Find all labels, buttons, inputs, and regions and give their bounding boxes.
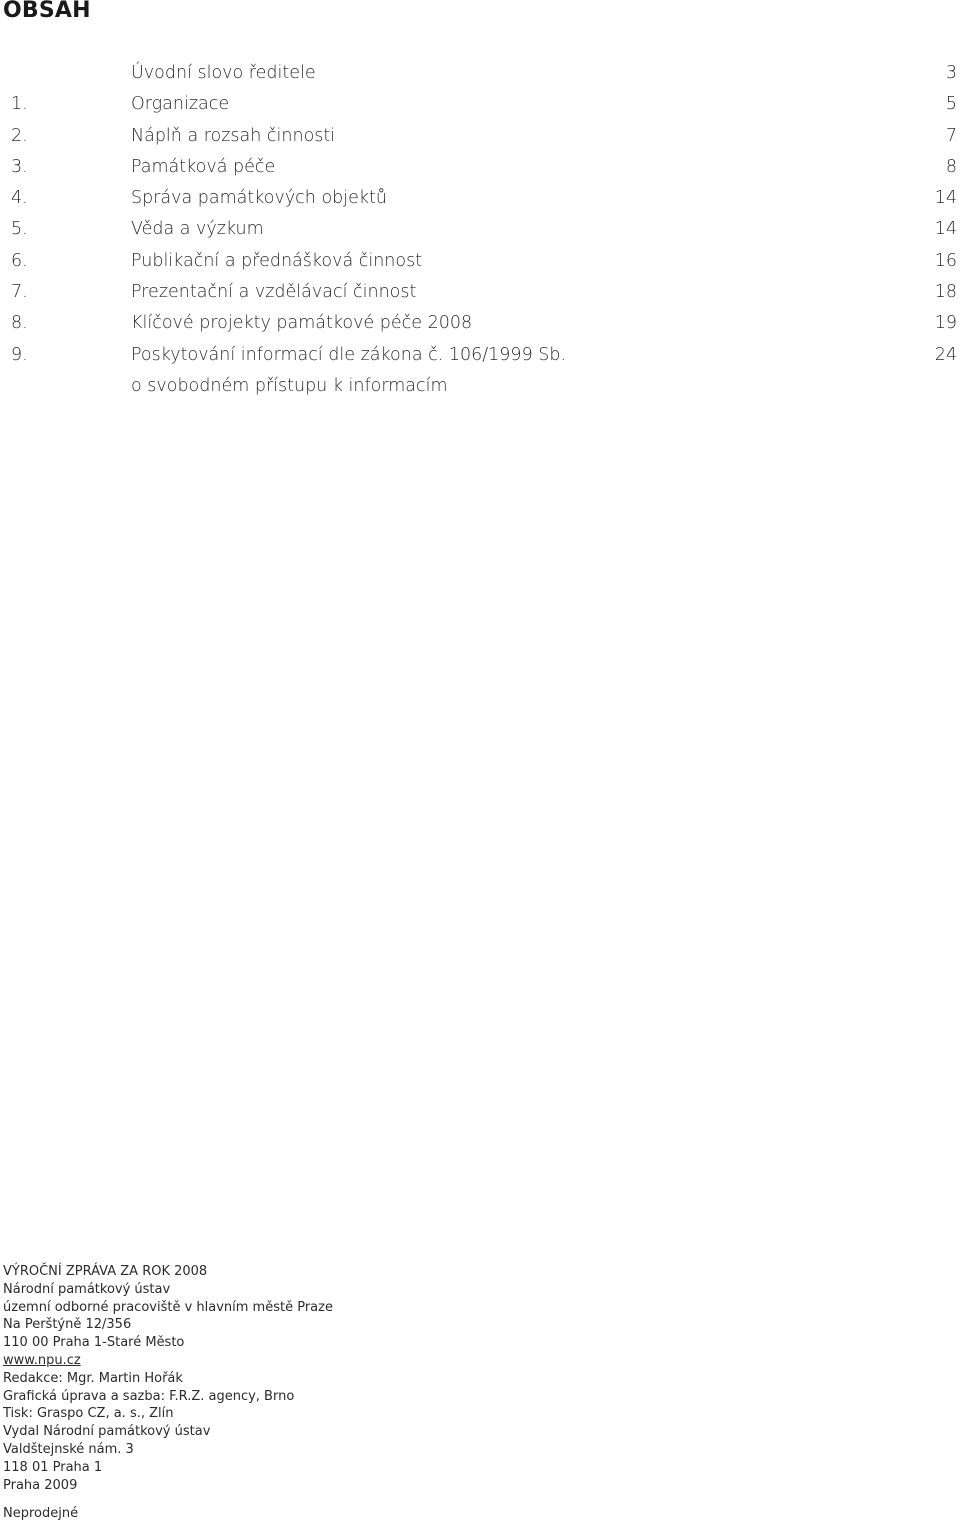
address-street: Na Perštýně 12/356 [3, 1317, 132, 1333]
place-and-year: Praha 2009 [3, 1477, 78, 1493]
toc-number: 1. [11, 94, 28, 115]
toc-page-number: 14 [934, 219, 957, 240]
address-city: 110 00 Praha 1-Staré Město [3, 1335, 185, 1351]
toc-title: Publikační a přednášková činnost [131, 250, 423, 271]
toc-entry-1[interactable] [0, 89, 960, 120]
design-credit: Grafická úprava a sazba: F.R.Z. agency, Brno [3, 1388, 295, 1404]
page-title: OBSAH [3, 0, 91, 23]
toc-number: 5. [11, 219, 28, 240]
toc-number: 8. [11, 313, 28, 334]
toc-page-number: 3 [945, 63, 957, 83]
toc-page-number: 7 [945, 125, 957, 146]
branch-name: územní odborné pracoviště v hlavním městě Praze [3, 1299, 333, 1315]
report-title: VÝROČNÍ ZPRÁVA ZA ROK 2008 [3, 1264, 208, 1279]
toc-title: Věda a výzkum [131, 219, 264, 240]
toc-page-number: 8 [945, 156, 957, 177]
toc-title: Poskytování informací dle zákona č. 106/1999 Sb. [131, 344, 567, 365]
toc-page-number: 24 [934, 344, 957, 365]
toc-title: Úvodní slovo ředitele [131, 63, 316, 83]
toc-number: 2. [11, 125, 28, 146]
publisher-street: Valdštejnské nám. 3 [3, 1441, 134, 1457]
not-for-sale-note: Neprodejné [3, 1506, 79, 1521]
toc-title: Správa památkových objektů [131, 188, 387, 209]
toc-title: Náplň a rozsah činnosti [131, 125, 336, 146]
toc-entry-3[interactable] [0, 152, 960, 183]
toc-page-number: 19 [934, 313, 957, 334]
print-credit: Tisk: Graspo CZ, a. s., Zlín [3, 1406, 174, 1422]
toc-number: 9. [11, 344, 28, 365]
toc-title: Prezentační a vzdělávací činnost [131, 282, 417, 303]
toc-page-number: 14 [934, 188, 957, 209]
toc-entry-9-continuation [0, 371, 960, 402]
toc-title: Organizace [131, 94, 230, 115]
publisher-name: Vydal Národní památkový ústav [3, 1424, 211, 1440]
toc-title: Památková péče [131, 156, 276, 177]
toc-entry-8[interactable] [0, 308, 960, 339]
toc-number: 3. [11, 156, 28, 177]
toc-title: o svobodném přístupu k informacím [131, 375, 448, 396]
colophon [3, 1263, 333, 1494]
toc-entry-4[interactable] [0, 183, 960, 214]
toc-entry-7[interactable] [0, 277, 960, 308]
toc-entry-5[interactable] [0, 214, 960, 245]
toc-number: 6. [11, 250, 28, 271]
table-of-contents [0, 58, 960, 402]
toc-entry-9[interactable] [0, 340, 960, 371]
toc-number: 7. [11, 282, 28, 303]
toc-entry-foreword[interactable] [0, 58, 960, 89]
toc-entry-6[interactable] [0, 246, 960, 277]
toc-page-number: 16 [934, 250, 957, 271]
website-link[interactable]: www.npu.cz [3, 1352, 81, 1368]
publisher-city: 118 01 Praha 1 [3, 1459, 103, 1475]
toc-entry-2[interactable] [0, 121, 960, 152]
toc-page-number: 5 [945, 94, 957, 115]
toc-title: Klíčové projekty památkové péče 2008 [131, 313, 473, 334]
institution-name: Národní památkový ústav [3, 1281, 171, 1297]
editor-credit: Redakce: Mgr. Martin Hořák [3, 1370, 183, 1386]
toc-page-number: 18 [934, 282, 957, 303]
toc-number: 4. [11, 188, 28, 209]
